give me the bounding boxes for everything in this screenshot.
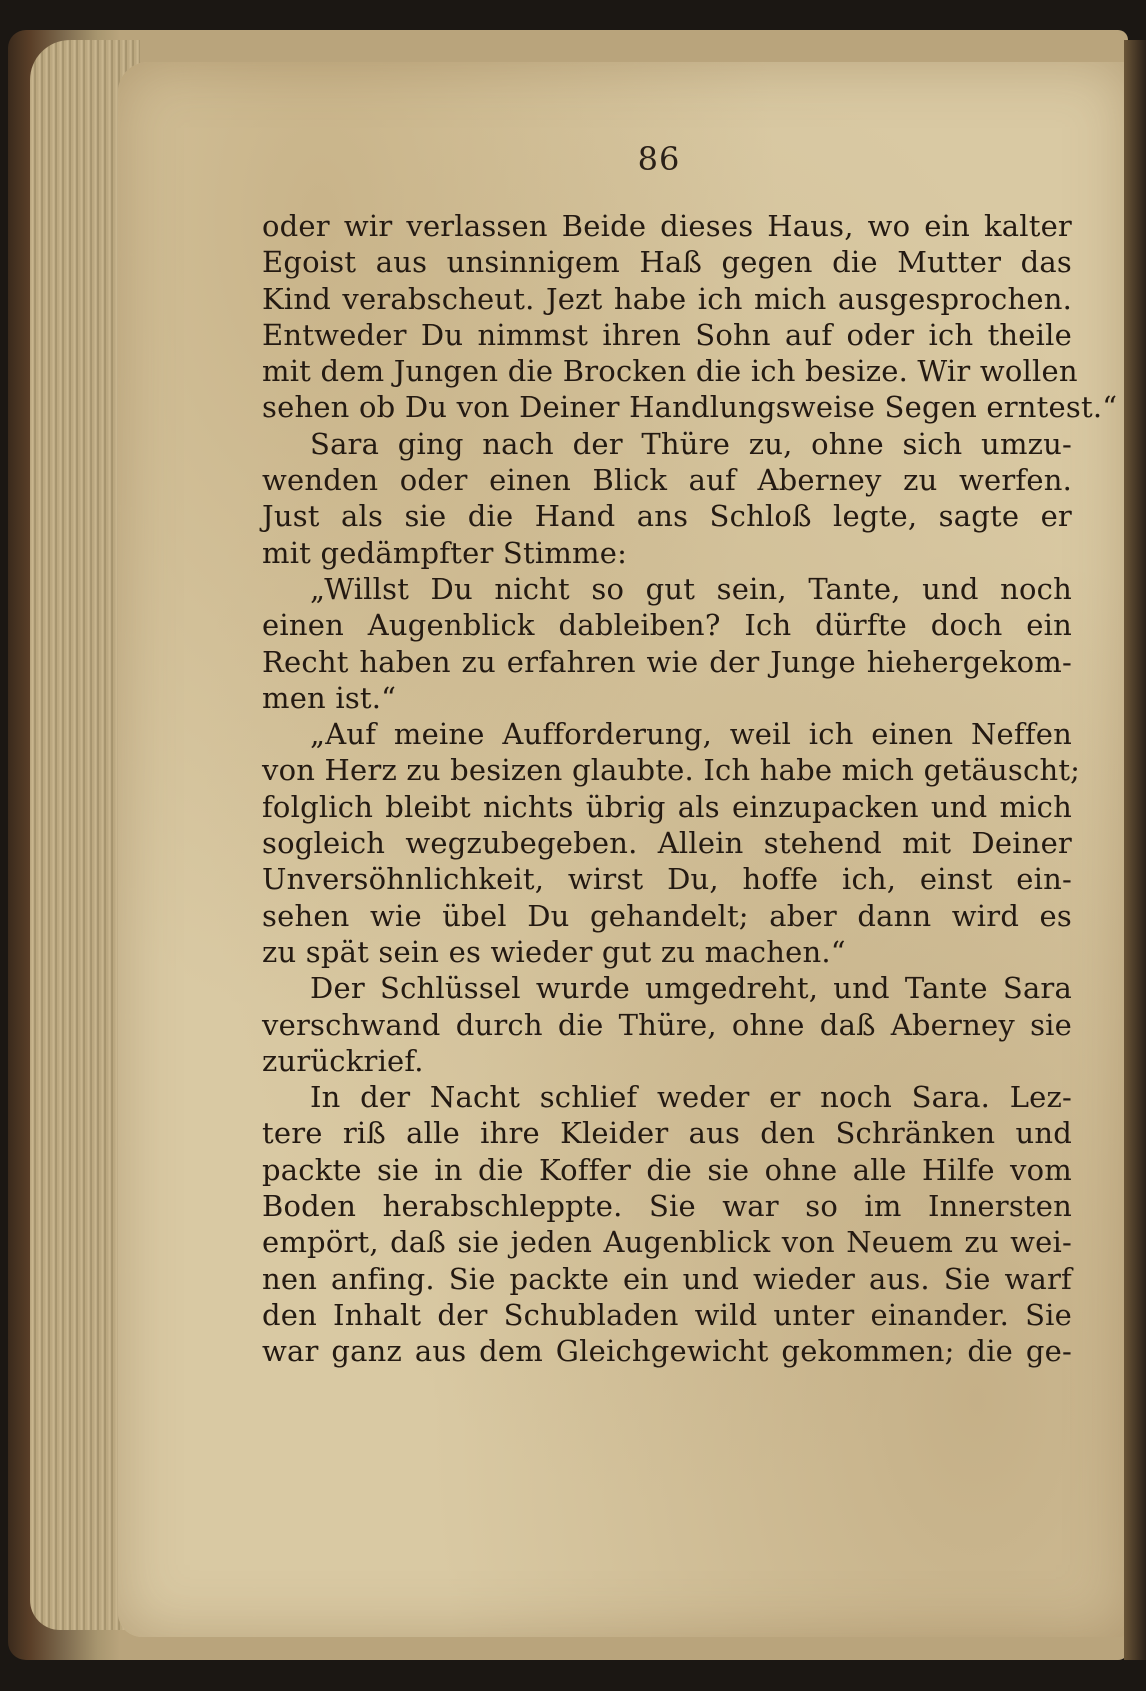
text-line: Boden herabschleppte. Sie war so im Innersten xyxy=(262,1189,1072,1224)
text-line: Unversöhnlichkeit, wirst Du, hoffe ich, einst ein- xyxy=(262,862,1072,897)
text-line: Entweder Du nimmst ihren Sohn auf oder ich theile xyxy=(262,317,1072,352)
text-line: folglich bleibt nichts übrig als einzupacken und mich xyxy=(262,789,1072,824)
text-line: mit gedämpfter Stimme: xyxy=(262,535,628,570)
text-line: sehen ob Du von Deiner Handlungsweise Segen erntest.“ xyxy=(262,390,1118,425)
body-text xyxy=(262,208,1118,1370)
right-margin-shadow xyxy=(1124,40,1146,1660)
text-line: wenden oder einen Blick auf Aberney zu werfen. xyxy=(262,463,1072,498)
text-line: empört, daß sie jeden Augenblick von Neuem zu wei- xyxy=(262,1225,1072,1260)
text-line: packte sie in die Koffer die sie ohne alle Hilfe vom xyxy=(262,1152,1072,1187)
text-line: tere riß alle ihre Kleider aus den Schränken und xyxy=(262,1116,1072,1151)
text-line: oder wir verlassen Beide dieses Haus, wo ein kalter xyxy=(262,209,1072,243)
text-line: war ganz aus dem Gleichgewicht gekommen; die ge- xyxy=(262,1334,1072,1369)
text-line: In der Nacht schlief weder er noch Sara. Lez- xyxy=(310,1080,1072,1115)
text-line: von Herz zu besizen glaubte. Ich habe mich getäuscht; xyxy=(262,753,1081,788)
text-line: zu spät sein es wieder gut zu machen.“ xyxy=(262,934,846,969)
text-line: verschwand durch die Thüre, ohne daß Aberney sie xyxy=(262,1007,1072,1042)
text-line: men ist.“ xyxy=(262,680,397,715)
text-line: nen anfing. Sie packte ein und wieder aus. Sie warf xyxy=(262,1261,1072,1296)
text-line: zurückrief. xyxy=(262,1043,424,1078)
text-line: einen Augenblick dableiben? Ich dürfte doch ein xyxy=(262,608,1072,643)
text-line: Egoist aus unsinnigem Haß gegen die Mutter das xyxy=(262,245,1072,280)
text-line: Kind verabscheut. Jezt habe ich mich ausgesprochen. xyxy=(262,281,1072,316)
text-line: Der Schlüssel wurde umgedreht, und Tante Sara xyxy=(310,971,1072,1006)
text-line: „Willst Du nicht so gut sein, Tante, und noch xyxy=(310,571,1072,606)
text-line: mit dem Jungen die Brocken die ich besize. Wir wollen xyxy=(262,354,1078,389)
text-line: Recht haben zu erfahren wie der Junge hiehergekom- xyxy=(262,644,1072,679)
text-line: sogleich wegzubegeben. Allein stehend mit Deiner xyxy=(262,826,1072,861)
text-line: Just als sie die Hand ans Schloß legte, sagte er xyxy=(262,499,1072,534)
text-line: „Auf meine Aufforderung, weil ich einen Neffen xyxy=(310,717,1072,752)
text-line: sehen wie übel Du gehandelt; aber dann wird es xyxy=(262,898,1072,933)
text-line: den Inhalt der Schubladen wild unter einander. Sie xyxy=(262,1297,1072,1332)
page-number: 86 xyxy=(637,140,681,178)
text-line: Sara ging nach der Thüre zu, ohne sich umzu- xyxy=(310,426,1072,461)
